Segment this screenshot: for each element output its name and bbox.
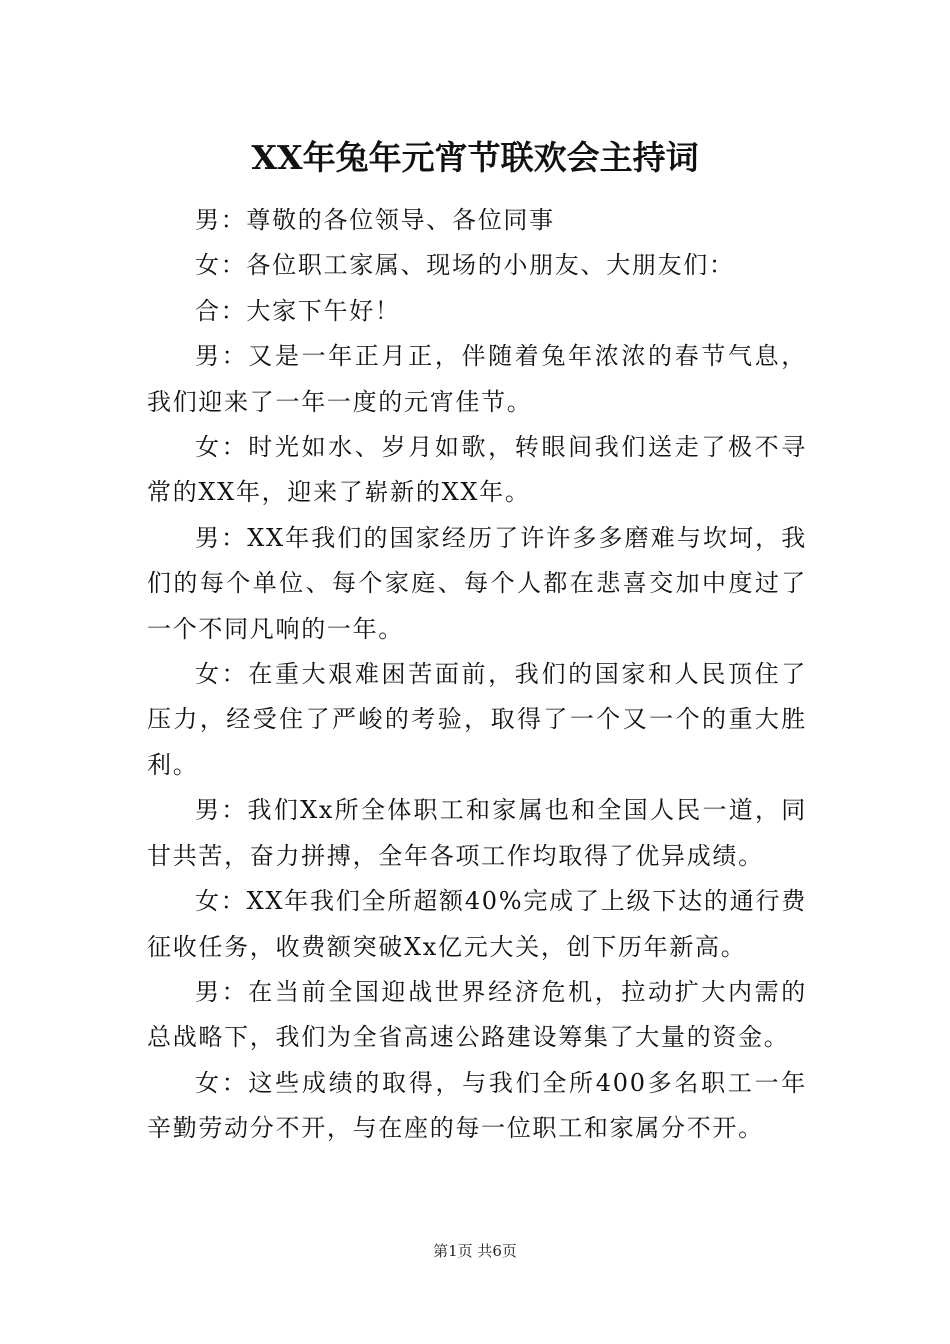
paragraph: 男：XX年我们的国家经历了许许多多磨难与坎坷，我们的每个单位、每个家庭、每个人都在悲喜交加中度过了一个不同凡响的一年。 (147, 523, 807, 643)
paragraph: 女：这些成绩的取得，与我们全所400多名职工一年辛勤劳动分不开，与在座的每一位职工和家属分不开。 (147, 1068, 807, 1143)
page-number-footer: 第1页 共6页 (433, 1242, 517, 1260)
paragraph: 女：时光如水、岁月如歌，转眼间我们送走了极不寻常的XX年，迎来了崭新的XX年。 (147, 433, 807, 507)
paragraph: 男：我们Xx所全体职工和家属也和全国人民一道，同甘共苦，奋力拼搏，全年各项工作均取得了优异成绩。 (147, 796, 807, 870)
paragraph: 合：大家下午好！ (195, 296, 401, 325)
paragraph: 男：在当前全国迎战世界经济危机，拉动扩大内需的总战略下，我们为全省高速公路建设筹集了大量的资金。 (147, 977, 807, 1052)
document-title: XX年兔年元宵节联欢会主持词 (251, 138, 699, 177)
paragraph: 男：尊敬的各位领导、各位同事 (195, 206, 555, 234)
paragraph: 女：XX年我们全所超额40%完成了上级下达的通行费征收任务，收费额突破Xx亿元大关，创下历年新高。 (147, 887, 807, 961)
document-body (147, 198, 807, 1152)
paragraph: 女：各位职工家属、现场的小朋友、大朋友们： (195, 251, 735, 280)
paragraph: 男：又是一年正月正，伴随着兔年浓浓的春节气息，我们迎来了一年一度的元宵佳节。 (147, 342, 807, 416)
paragraph: 女：在重大艰难困苦面前，我们的国家和人民顶住了压力，经受住了严峻的考验，取得了一个又一个的重大胜利。 (147, 660, 807, 779)
